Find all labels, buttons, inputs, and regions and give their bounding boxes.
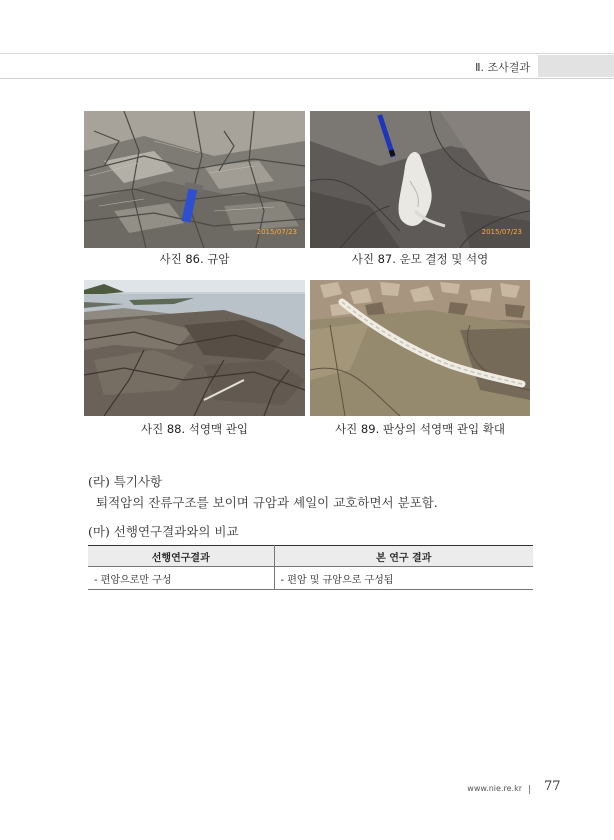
section-heading-comparison: (마) 선행연구결과와의 비교 — [88, 524, 239, 539]
footer-url: www.nie.re.kr — [467, 784, 522, 793]
cell-previous-result: - 편암으로만 구성 — [88, 567, 274, 590]
caption-photo-89: 사진 89. 판상의 석영맥 관입 확대 — [335, 422, 505, 436]
chapter-title: Ⅱ. 조사결과 — [475, 61, 530, 74]
photo-89-tabular-quartz-vein — [310, 280, 530, 416]
section-heading-features: (라) 특기사항 — [88, 474, 163, 489]
footer-separator — [529, 785, 530, 794]
header-previous-results: 선행연구결과 — [88, 546, 274, 567]
photo-86-quartzite — [84, 111, 305, 248]
chapter-tab — [538, 55, 614, 77]
running-header — [0, 54, 614, 78]
features-paragraph: 퇴적암의 잔류구조를 보이며 규암과 셰일이 교호하면서 분포함. — [96, 495, 438, 510]
comparison-table — [88, 545, 533, 590]
photo-87-mica-quartz — [310, 111, 530, 248]
caption-photo-86: 사진 86. 규암 — [159, 252, 230, 266]
cell-this-study-result: - 편암 및 규암으로 구성됨 — [274, 567, 533, 590]
caption-photo-88: 사진 88. 석영맥 관입 — [140, 422, 249, 436]
table-row — [88, 567, 533, 590]
photo-88-quartz-vein-coast — [84, 280, 305, 416]
page-number: 77 — [544, 779, 561, 794]
header-this-study-results: 본 연구 결과 — [274, 546, 533, 567]
header-bottom-rule — [0, 78, 614, 79]
caption-photo-87: 사진 87. 운모 결정 및 석영 — [351, 252, 489, 266]
photo-87-date-stamp: 2015/07/23 — [481, 228, 522, 236]
photo-86-date-stamp: 2015/07/23 — [256, 228, 297, 236]
table-header-row — [88, 546, 533, 567]
